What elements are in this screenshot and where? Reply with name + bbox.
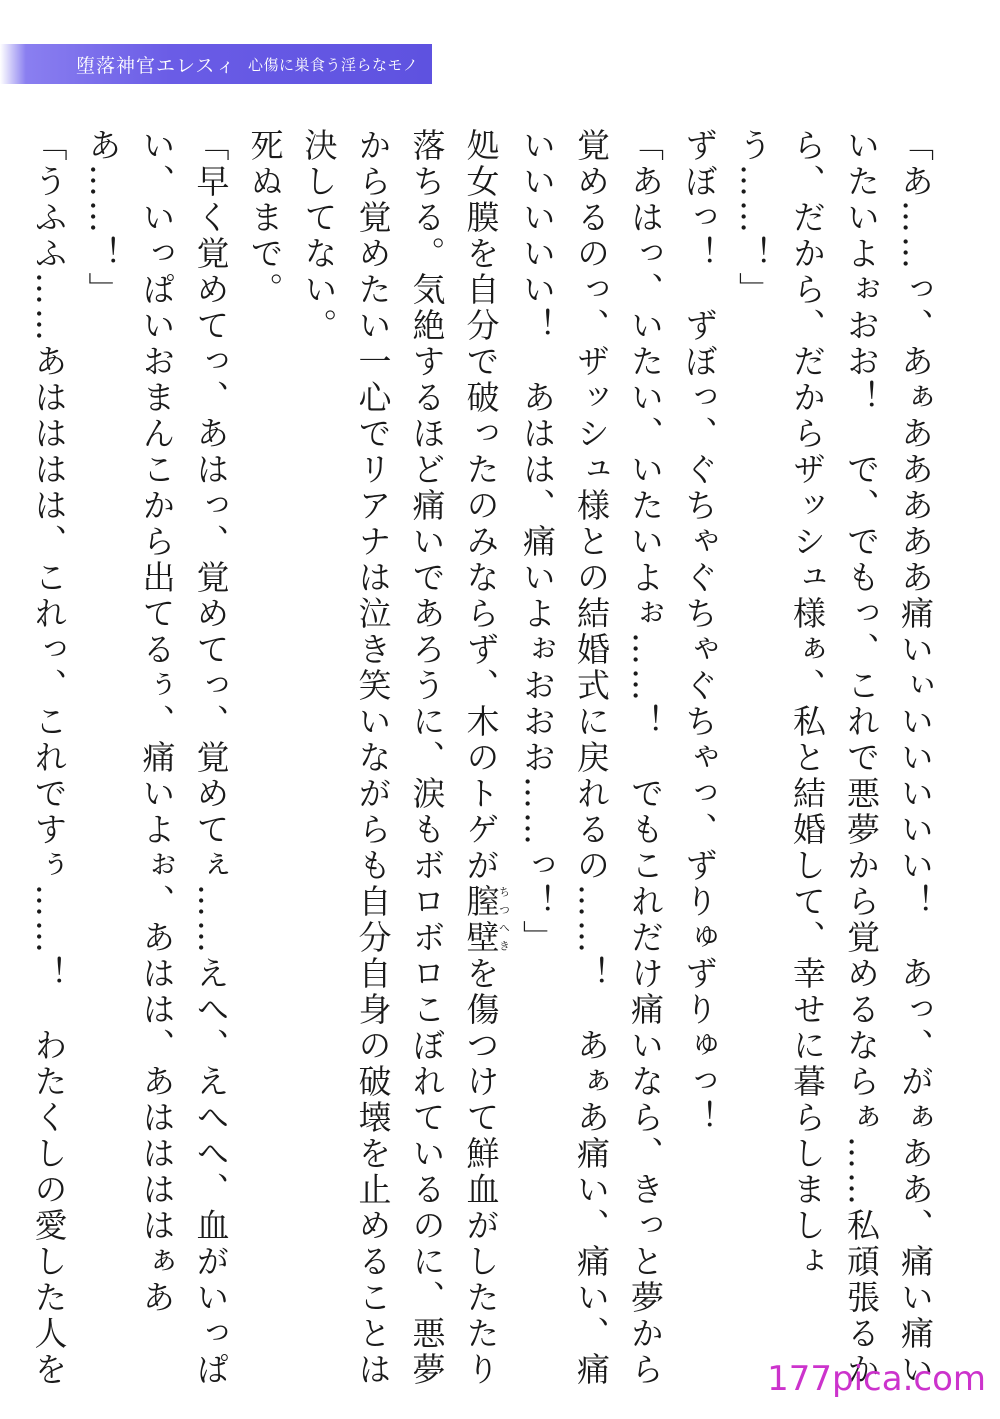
chapter-title: 心傷に巣食う淫らなモノ [248, 55, 419, 74]
paragraph-3: 「あはっ、いたい、いたいよぉ……！ でもこれだけ痛いなら、きっと夢から覚めるのっ、ザッシュ様との結婚式に戻れるの……！ あぁあ痛い、痛い、痛いいいいい！ あはは、痛いよぉおおお……っ！」 [518, 128, 665, 1388]
paragraph-4 [292, 128, 511, 1388]
watermark: 177pica.com [767, 1359, 986, 1399]
page-body [29, 128, 942, 1388]
paragraph-4-lead: 処女膜を自分で破ったのみならず、木のトゲが [461, 128, 501, 884]
paragraph-6: 「早く覚めてっ、あはっ、覚めてっ、覚めてぇ……えへ、えへへ、血がいっぱい、いっぱいおまんこから出てるぅ、痛いよぉ、あはは、あははははぁああ……！」 [83, 128, 231, 1388]
paragraph-1: 「あ……っ、あぁあああああ痛いぃいいいいい！ あっ、がぁああ、痛い痛いいたいよぉおお！ で、でもっ、これで悪夢から覚めるならぁ……私頑張るから、だから、だからザッシュ様ぁ、私と結婚して、幸せに暮らしましょう……！」 [734, 128, 935, 1388]
ruby-term [461, 884, 511, 956]
paragraph-2: ずぼっ！ ずぼっ、ぐちゃぐちゃぐちゃっ、ずりゅずりゅっ！ [680, 128, 719, 1136]
paragraph-5: 死ぬまで。 [245, 128, 285, 308]
ruby-base: 膣壁 [461, 884, 501, 956]
paragraph-4-rest: を傷つけて鮮血がしたたり落ちる。気絶するほど痛いであろうに、涙もボロボロこぼれているのに、悪夢から覚めたい一心でリアナは泣き笑いながらも自分自身の破壊を止めることは決してない。 [299, 128, 501, 1388]
running-header [0, 44, 432, 84]
ruby-reading: ちつへき [497, 884, 511, 956]
paragraph-7: 「うふふ……あはははは、これっ、これですぅ……！ わたくしの愛した人を [29, 128, 69, 1388]
book-title: 堕落神官エレスィ [76, 54, 237, 77]
